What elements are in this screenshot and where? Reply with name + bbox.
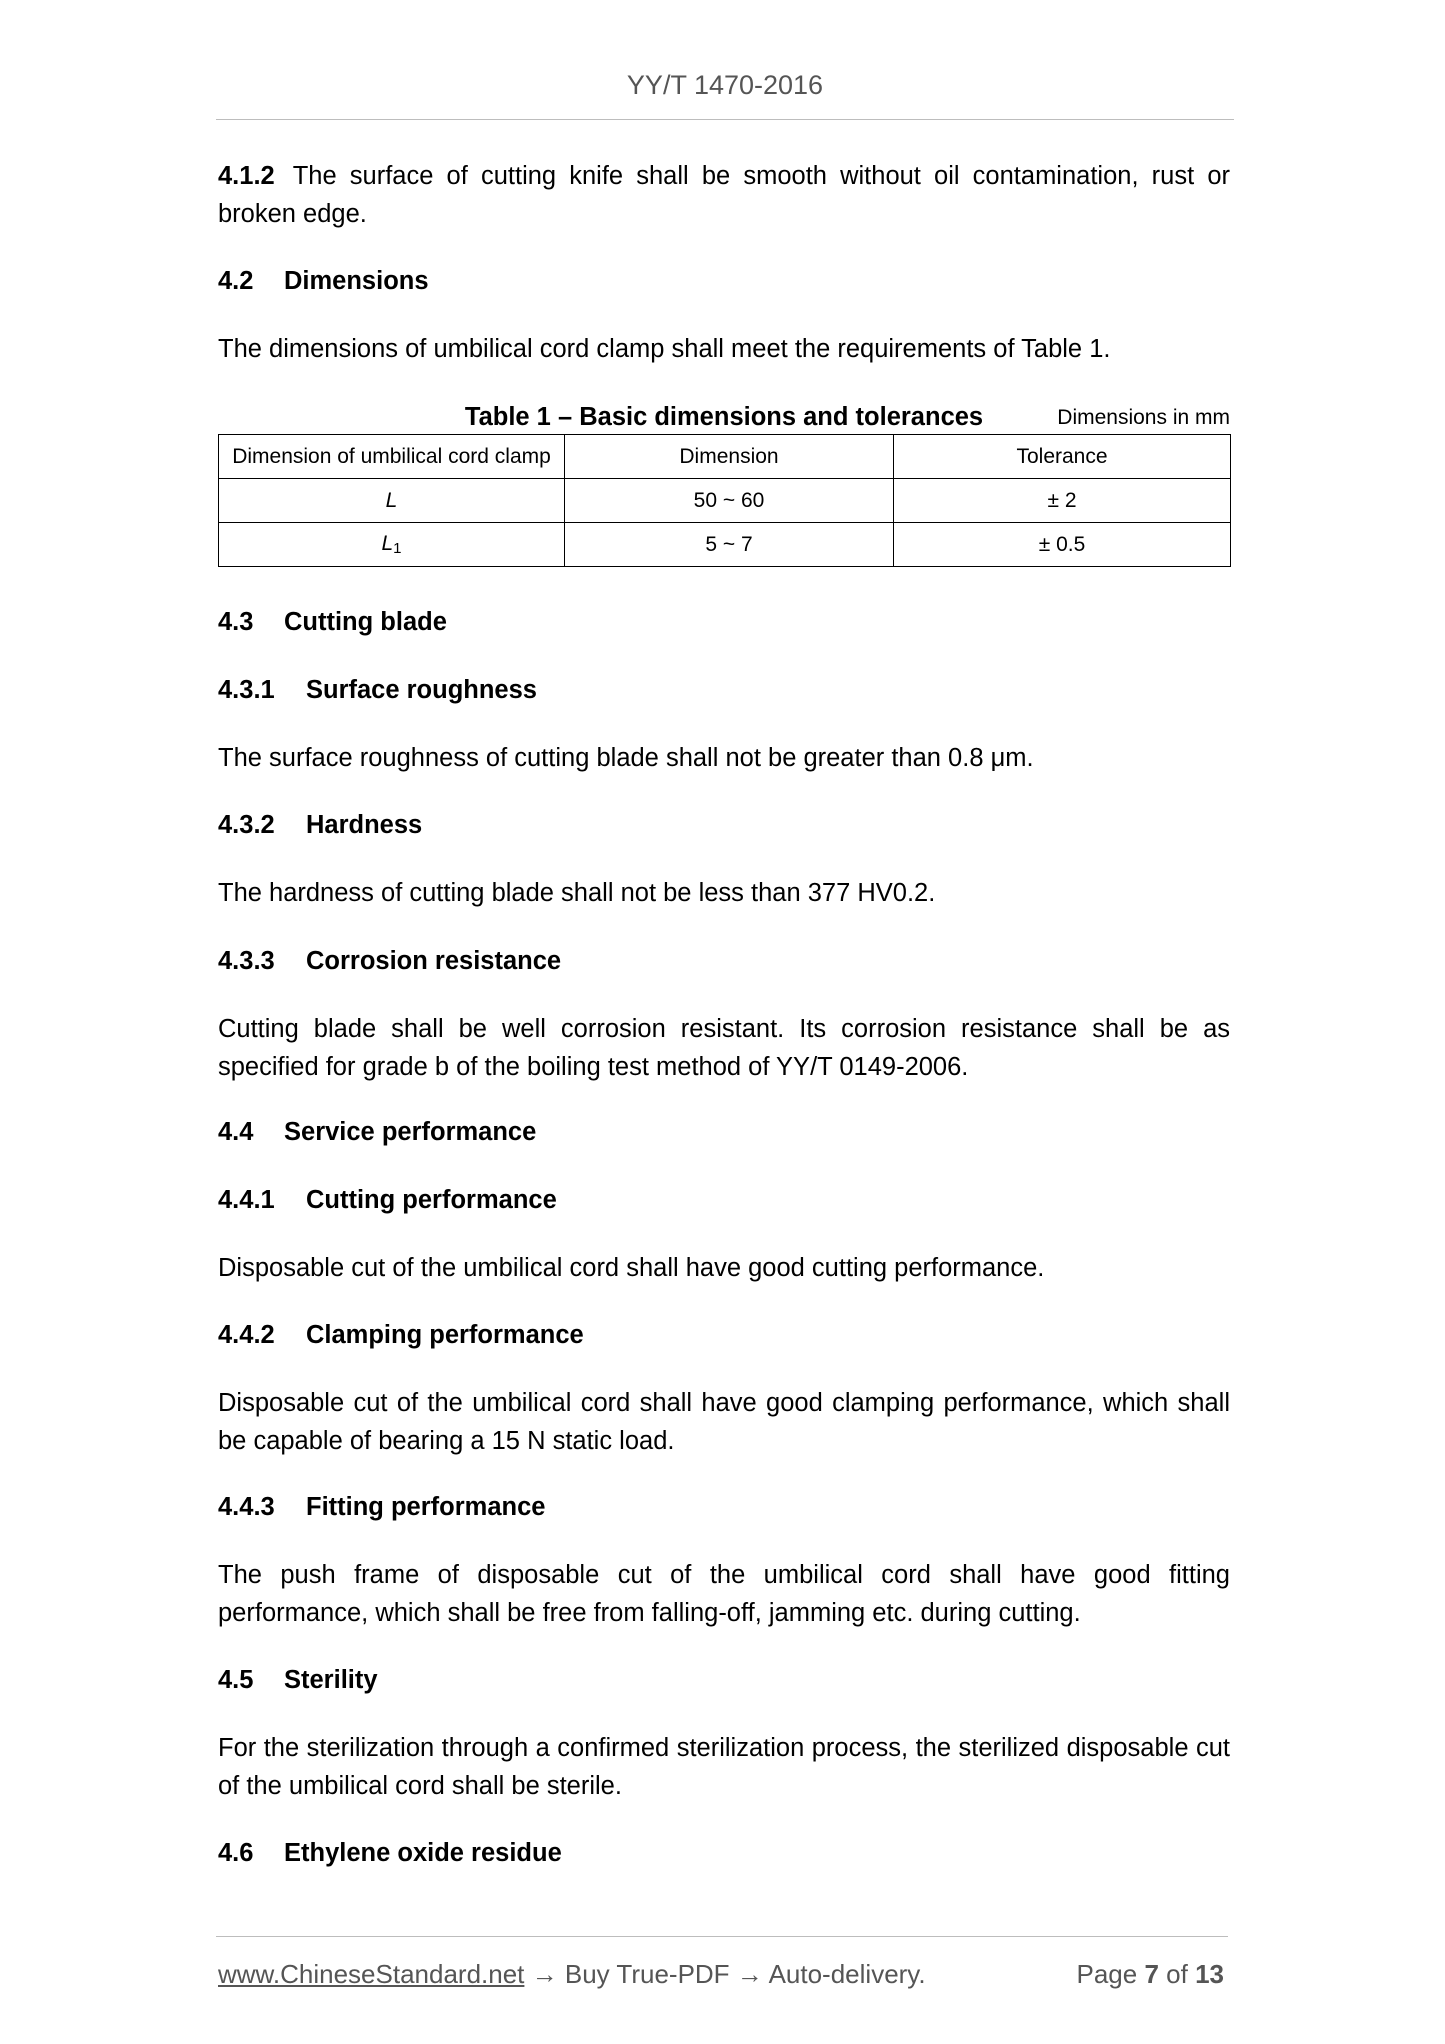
section-number: 4.3: [218, 608, 254, 636]
section-number: 4.3.1: [218, 676, 275, 704]
section-number: 4.5: [218, 1666, 254, 1694]
section-title: Corrosion resistance: [306, 947, 562, 975]
section-number: 4.4.1: [218, 1186, 275, 1214]
section-heading-4-3-2: [218, 806, 1230, 844]
footer-promo: [218, 1954, 926, 1994]
total-pages: 13: [1195, 1959, 1224, 1989]
section-number: 4.3.2: [218, 811, 275, 839]
dimension-subscript: 1: [393, 540, 402, 557]
page-footer: [218, 1954, 1228, 1994]
column-header: Dimension of umbilical cord clamp: [219, 435, 565, 479]
section-title: Dimensions: [284, 267, 429, 295]
page-of: of: [1166, 1959, 1188, 1989]
section-heading-4-4-2: [218, 1316, 1230, 1354]
section-number: 4.4: [218, 1118, 254, 1146]
website-link[interactable]: www.ChineseStandard.net: [218, 1959, 525, 1989]
paragraph-4-4-1: Disposable cut of the umbilical cord shall have good cutting performance.: [218, 1254, 1045, 1282]
table-cell-symbol: [219, 523, 565, 567]
footer-divider: [216, 1936, 1228, 1937]
column-header: Dimension: [565, 435, 894, 479]
section-heading-4-2: [218, 262, 1230, 300]
table-row: [219, 479, 1231, 523]
table-title: Table 1 – Basic dimensions and tolerances: [464, 403, 984, 431]
clause-text: The surface of cutting knife shall be smooth without oil contamination, rust or broken edge.: [218, 162, 1230, 228]
current-page: 7: [1144, 1959, 1159, 1989]
section-title: Sterility: [284, 1666, 378, 1694]
table-cell-tolerance: ± 2: [894, 479, 1231, 523]
section-number: 4.4.2: [218, 1321, 275, 1349]
paragraph-4-3-1: The surface roughness of cutting blade shall not be greater than 0.8 μm.: [218, 744, 1034, 772]
section-title: Surface roughness: [306, 676, 537, 704]
section-title: Fitting performance: [306, 1493, 546, 1521]
section-heading-4-4-1: [218, 1181, 1230, 1219]
paragraph-4-4-3: The push frame of disposable cut of the umbilical cord shall have good fitting performance, which shall be free from falling-off, jamming etc. during cutting.: [218, 1561, 1230, 1627]
table-header-row: [219, 435, 1231, 479]
section-heading-4-3-3: [218, 942, 1230, 980]
dimension-symbol: L: [381, 532, 394, 555]
section-number: 4.3.3: [218, 947, 275, 975]
table-cell-symbol: [219, 479, 565, 523]
table-caption: [218, 398, 1230, 436]
section-heading-4-3: [218, 603, 1230, 641]
dimension-symbol: L: [385, 488, 398, 512]
table-cell-dimension: 50 ~ 60: [565, 479, 894, 523]
section-heading-4-3-1: [218, 671, 1230, 709]
section-heading-4-6: [218, 1834, 1230, 1872]
header-divider: [216, 119, 1234, 120]
section-heading-4-4-3: [218, 1488, 1230, 1526]
clause-number: 4.1.2: [218, 162, 275, 190]
section-heading-4-4: [218, 1113, 1230, 1151]
section-heading-4-5: [218, 1661, 1230, 1699]
section-title: Service performance: [284, 1118, 537, 1146]
paragraph-4-5: For the sterilization through a confirmed sterilization process, the sterilized disposable cut of the umbilical cord shall be sterile.: [218, 1734, 1230, 1800]
paragraph-4-3-2: The hardness of cutting blade shall not be less than 377 HV0.2.: [218, 879, 936, 907]
section-number: 4.4.3: [218, 1493, 275, 1521]
paragraph-4-4-2: Disposable cut of the umbilical cord shall have good clamping performance, which shall be capable of bearing a 15 N static load.: [218, 1389, 1230, 1455]
dimensions-table: [218, 434, 1231, 567]
section-title: Cutting blade: [284, 608, 447, 636]
table-unit-note: Dimensions in mm: [1057, 406, 1230, 429]
section-title: Cutting performance: [306, 1186, 557, 1214]
paragraph-4-2: The dimensions of umbilical cord clamp shall meet the requirements of Table 1.: [218, 335, 1111, 363]
section-title: Hardness: [306, 811, 423, 839]
table-cell-dimension: 5 ~ 7: [565, 523, 894, 567]
page-word: Page: [1076, 1959, 1138, 1989]
section-number: 4.6: [218, 1839, 254, 1867]
section-title: Clamping performance: [306, 1321, 584, 1349]
column-header: Tolerance: [894, 435, 1231, 479]
paragraph-4-3-3: Cutting blade shall be well corrosion resistant. Its corrosion resistance shall be as specified for grade b of the boiling test method of YY/T 0149-2006.: [218, 1015, 1230, 1081]
section-number: 4.2: [218, 267, 254, 295]
footer-promo-text: → Buy True-PDF → Auto-delivery.: [524, 1959, 926, 1989]
table-row: [219, 523, 1231, 567]
section-title: Ethylene oxide residue: [284, 1839, 562, 1867]
page-number: [1076, 1954, 1224, 1994]
clause-4-1-2: [218, 157, 1230, 233]
table-cell-tolerance: ± 0.5: [894, 523, 1231, 567]
document-id-header: YY/T 1470-2016: [626, 70, 824, 100]
